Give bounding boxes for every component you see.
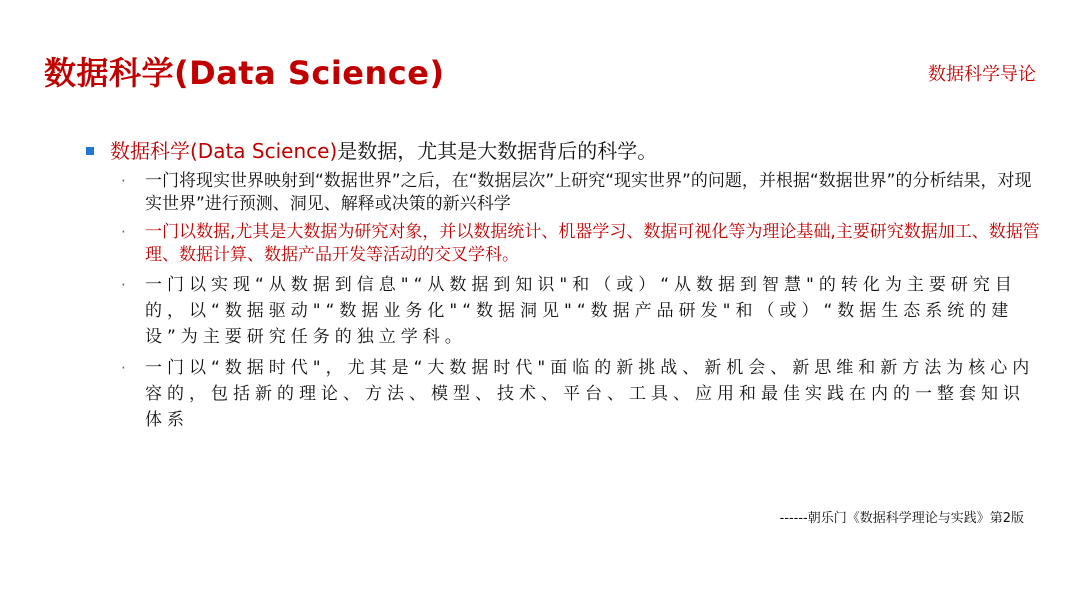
dot-bullet-icon: · [121,359,126,377]
sub-point-2 [118,221,1045,267]
citation: ------朝乐门《数据科学理论与实践》第2版 [779,511,1024,526]
main-point-term: 数据科学(Data Science) [110,139,338,163]
sub-point-text: 一门将现实世界映射到“数据世界”之后，在“数据层次”上研究“现实世界”的问题，并根据“数据世界”的分析结果，对现实世界”进行预测、洞见、解释或决策的新兴科学 [145,171,1032,214]
sub-point-text: 一门以实现“从数据到信息"“从数据到知识"和（或）“从数据到智慧"的转化为主要研究目的，以“数据驱动"“数据业务化"“数据洞见"“数据产品研发"和（或）“数据生态系统的建设”为主要研究任务的独立学科。 [145,275,1017,347]
main-point [84,136,1044,166]
sub-point-text: 一门以数据,尤其是大数据为研究对象，并以数据统计、机器学习、数据可视化等为理论基础,主要研究数据加工、数据管理、数据计算、数据产品开发等活动的交叉学科。 [145,222,1040,265]
course-name: 数据科学导论 [928,64,1036,85]
dot-bullet-icon: · [121,223,126,241]
slide-content [84,136,1044,438]
sub-point-1 [118,170,1045,216]
sub-points [118,170,1044,433]
sub-point-4 [118,355,1045,433]
main-point-text: 是数据，尤其是大数据背后的科学。 [337,139,658,163]
square-bullet-icon [86,147,94,155]
sub-point-3 [118,272,1045,350]
sub-point-text: 一门以“数据时代"，尤其是“大数据时代"面临的新挑战、新机会、新思维和新方法为核心内容的，包括新的理论、方法、模型、技术、平台、工具、应用和最佳实践在内的一整套知识体系 [145,358,1035,430]
slide-title: 数据科学(Data Science) [44,54,445,92]
dot-bullet-icon: · [121,276,126,294]
dot-bullet-icon: · [121,172,126,190]
